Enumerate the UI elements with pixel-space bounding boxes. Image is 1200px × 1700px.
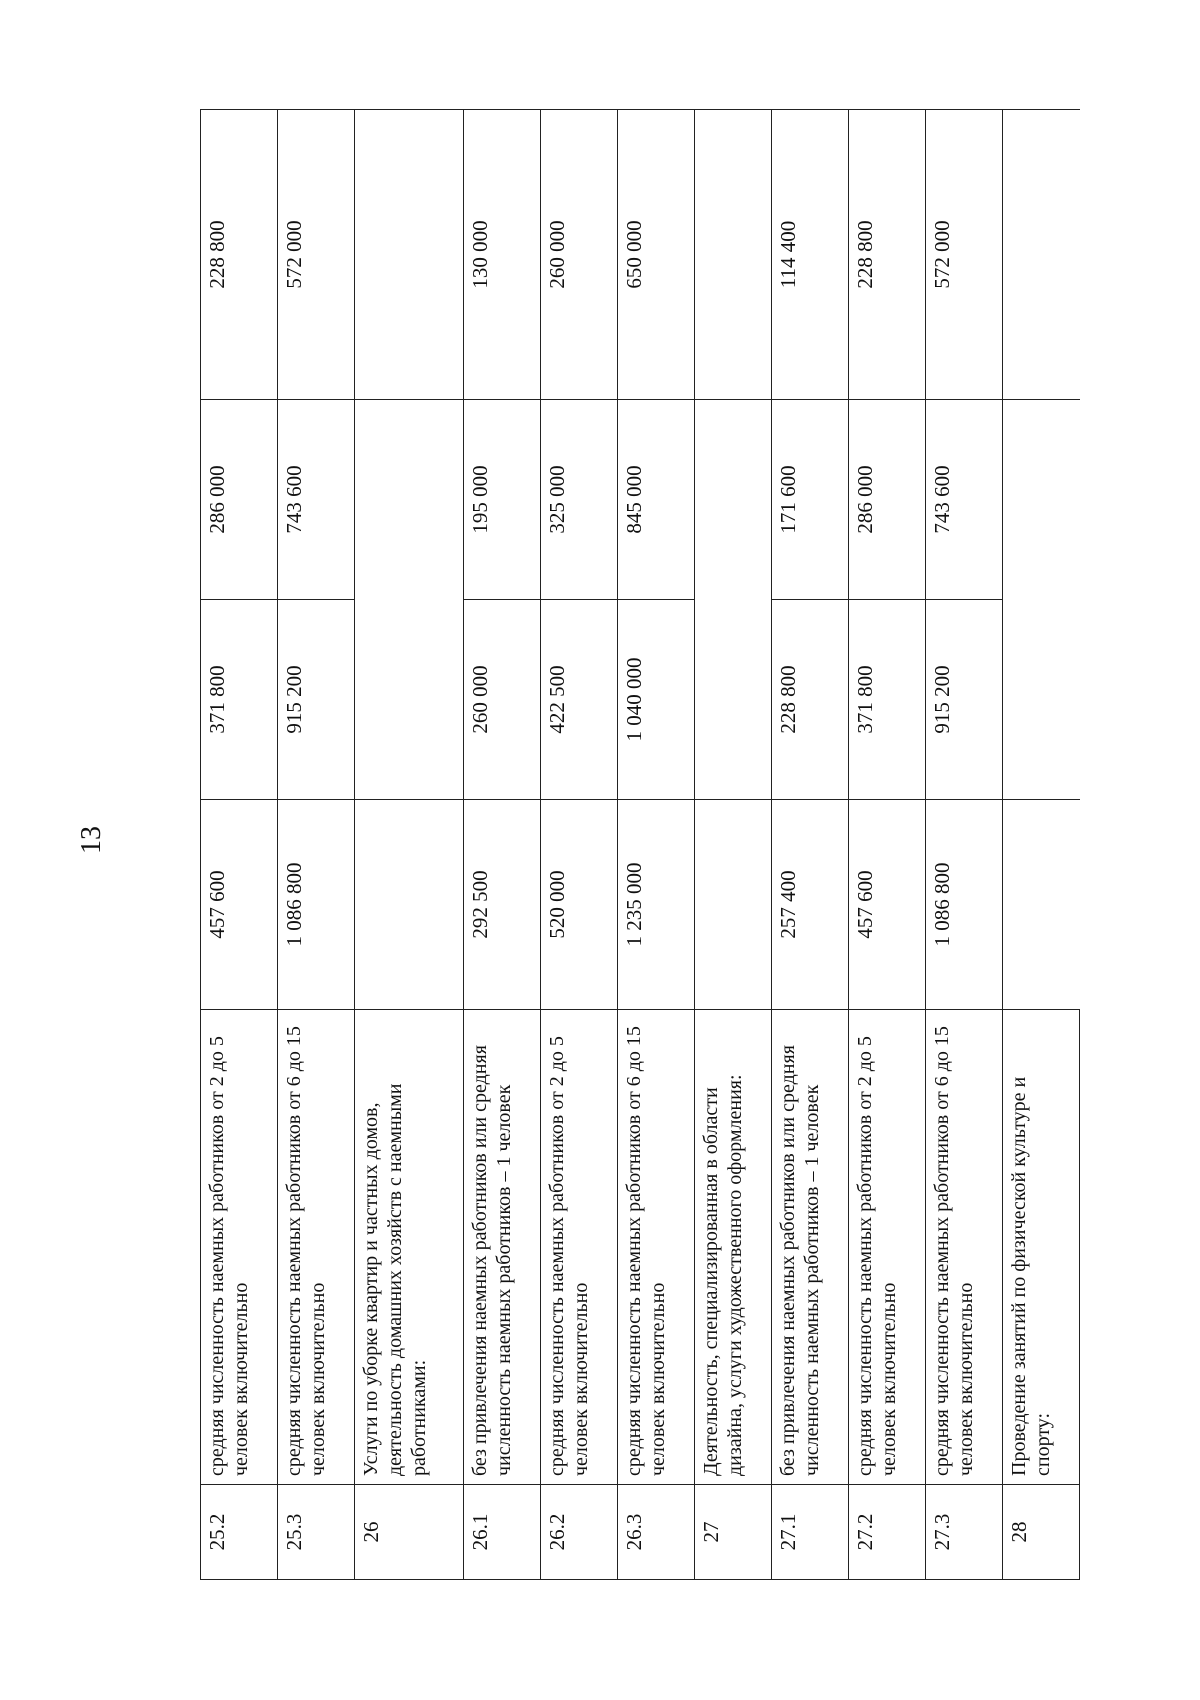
table-row: [277, 110, 354, 1580]
activity-description: без привлечения наемных работников или средняя численность наемных работников – 1 человек: [464, 1010, 541, 1485]
amount-cell: 915 200: [925, 600, 1002, 800]
amount-cell: 1 086 800: [277, 800, 354, 1010]
amount-cell: 915 200: [277, 600, 354, 800]
amount-cell: 743 600: [925, 400, 1002, 600]
amount-cell: [695, 110, 772, 400]
amount-cell: 286 000: [849, 400, 926, 600]
amount-cell: 171 600: [772, 400, 849, 600]
amount-cell: 422 500: [541, 600, 618, 800]
row-number: 28: [1002, 1485, 1079, 1580]
table-row: [695, 110, 772, 1580]
table-row: [464, 110, 541, 1580]
amount-cell: 228 800: [772, 600, 849, 800]
amount-cell: [695, 800, 772, 1010]
row-number: 26.2: [541, 1485, 618, 1580]
activity-description: средняя численность наемных работников от 2 до 5 человек включительно: [849, 1010, 926, 1485]
amount-cell: 371 800: [201, 600, 278, 800]
row-number: 26.1: [464, 1485, 541, 1580]
amount-cell: [1002, 110, 1079, 400]
amount-cell: 1 235 000: [618, 800, 695, 1010]
amount-cell: 572 000: [925, 110, 1002, 400]
amount-cell: [695, 400, 772, 600]
row-number: 25.2: [201, 1485, 278, 1580]
amount-cell: 371 800: [849, 600, 926, 800]
activity-description: средняя численность наемных работников от 6 до 15 человек включительно: [277, 1010, 354, 1485]
activity-description: средняя численность наемных работников от 2 до 5 человек включительно: [541, 1010, 618, 1485]
amount-cell: 743 600: [277, 400, 354, 600]
amount-cell: 195 000: [464, 400, 541, 600]
row-number: 26: [354, 1485, 463, 1580]
amount-cell: 292 500: [464, 800, 541, 1010]
amount-cell: [354, 400, 463, 600]
amount-cell: [1002, 600, 1079, 800]
amount-cell: 845 000: [618, 400, 695, 600]
amount-cell: 260 000: [541, 110, 618, 400]
table-row: [541, 110, 618, 1580]
amount-cell: 572 000: [277, 110, 354, 400]
activity-description: Проведение занятий по физической культуре и спорту:: [1002, 1010, 1079, 1485]
amount-cell: 114 400: [772, 110, 849, 400]
table-row: [925, 110, 1002, 1580]
amount-cell: 286 000: [201, 400, 278, 600]
amount-cell: 1 040 000: [618, 600, 695, 800]
tariff-table: [200, 109, 1080, 1580]
amount-cell: [695, 600, 772, 800]
table-row: [618, 110, 695, 1580]
activity-description: средняя численность наемных работников от 2 до 5 человек включительно: [201, 1010, 278, 1485]
amount-cell: 520 000: [541, 800, 618, 1010]
amount-cell: 650 000: [618, 110, 695, 400]
activity-description: Услуги по уборке квартир и частных домов, деятельность домашних хозяйств с наемными работниками:: [354, 1010, 463, 1485]
amount-cell: 257 400: [772, 800, 849, 1010]
table-row: [772, 110, 849, 1580]
activity-description: средняя численность наемных работников от 6 до 15 человек включительно: [925, 1010, 1002, 1485]
activity-description: Деятельность, специализированная в области дизайна, услуги художественного оформления:: [695, 1010, 772, 1485]
amount-cell: [354, 600, 463, 800]
row-number: 26.3: [618, 1485, 695, 1580]
row-number: 27.2: [849, 1485, 926, 1580]
table-row: [201, 110, 278, 1580]
amount-cell: [354, 800, 463, 1010]
amount-cell: 228 800: [201, 110, 278, 400]
amount-cell: [354, 110, 463, 400]
amount-cell: 228 800: [849, 110, 926, 400]
page-number: 13: [76, 826, 107, 854]
activity-description: средняя численность наемных работников от 6 до 15 человек включительно: [618, 1010, 695, 1485]
amount-cell: [1002, 800, 1079, 1010]
amount-cell: 457 600: [201, 800, 278, 1010]
rotated-table-wrapper: [200, 110, 1080, 1580]
amount-cell: 130 000: [464, 110, 541, 400]
activity-description: без привлечения наемных работников или средняя численность наемных работников – 1 человек: [772, 1010, 849, 1485]
amount-cell: 1 086 800: [925, 800, 1002, 1010]
table-row: [354, 110, 463, 1580]
row-number: 25.3: [277, 1485, 354, 1580]
row-number: 27.1: [772, 1485, 849, 1580]
amount-cell: [1002, 400, 1079, 600]
table-body: [201, 110, 1080, 1580]
table-row: [849, 110, 926, 1580]
table-row: [1002, 110, 1079, 1580]
row-number: 27.3: [925, 1485, 1002, 1580]
amount-cell: 325 000: [541, 400, 618, 600]
row-number: 27: [695, 1485, 772, 1580]
amount-cell: 457 600: [849, 800, 926, 1010]
amount-cell: 260 000: [464, 600, 541, 800]
